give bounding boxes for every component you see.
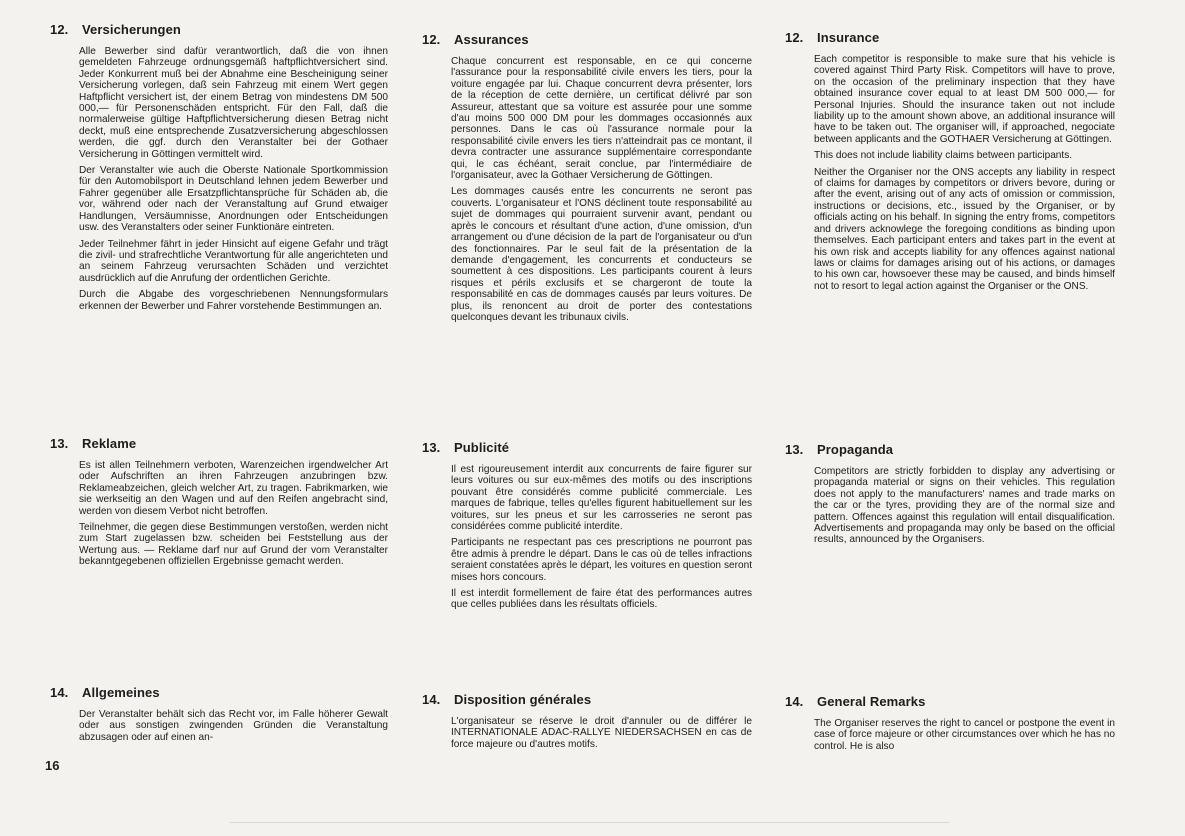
paragraph: Alle Bewerber sind dafür verantwortlich, daß die von ihnen gemeldeten Fahrzeuge ordnungsgemäß haftpflichtversichert sind. Jeder Konkurrent muß bei der Abnahme eine Bescheinigung seiner Versicherung vorlegen, daß sein Fahrzeug mit einem Wert gegen Haftpflicht versichert ist, der einem Betrag von mindestens DM 500 000,— für Personenschäden entspricht. Für den Fall, daß die normalerweise gültige Haftpflichtversicherung diesen Betrag nicht deckt, muß eine entsprechende Zusatzversicherung abgeschlossen werden, die ggf. durch den Veranstalter bei der Gothaer Versicherung in Göttingen vermittelt wird. [79, 46, 388, 160]
section-number: 14. [422, 692, 441, 707]
bottom-rule [230, 822, 950, 823]
section-title: Insurance [817, 30, 880, 45]
section-number: 14. [50, 685, 69, 700]
section-heading [50, 685, 388, 700]
section-heading [50, 22, 388, 37]
section-number: 13. [50, 436, 69, 451]
paragraph: Durch die Abgabe des vorgeschriebenen Nennungsformulars erkennen der Bewerber und Fahrer vorstehende Bestimmungen an. [79, 289, 388, 312]
paragraph: Der Veranstalter wie auch die Oberste Nationale Sportkommission für den Automobilsport in Deutschland lehnen jedem Bewerber und Fahrer gegenüber alle Ersatzpflichtansprüche für Schäden ab, die vor, während oder nach der Veranstaltung auf Grund etwaiger Handlungen, Versäumnisse, Anordnungen oder Entscheidungen usw. des Veranstalters oder seiner Funktionäre eintreten. [79, 165, 388, 234]
section-13-propaganda [785, 442, 1115, 551]
paragraph: Participants ne respectant pas ces prescriptions ne pourront pas être admis à prendre le départ. Dans le cas où de telles infractions seraient constatées après le départ, les voitures en question seront mises hors concours. [451, 537, 752, 583]
section-12-versicherungen [50, 22, 388, 317]
section-title: Disposition générales [454, 692, 592, 707]
section-number: 13. [422, 440, 441, 455]
paragraph: Competitors are strictly forbidden to display any advertising or propaganda material or signs on their vehicles. This regulation does not apply to the manufacturers' names and trade marks on the car or the tyres, providing they are of the normal size and pattern. Offences against this regulation will entail disqualification. Advertisements and propaganda may only be based on the official results, announced by the Organisers. [814, 466, 1115, 546]
paragraph: Teilnehmer, die gegen diese Bestimmungen verstoßen, werden nicht zum Start zugelassen bzw. scheiden bei Feststellung aus der Wertung aus. — Reklame darf nur auf Grund der vom Veranstalter bekanntgegebenen offiziellen Ergebnisse gemacht werden. [79, 522, 388, 568]
section-title: General Remarks [817, 694, 926, 709]
section-14-allgemeines [50, 685, 388, 748]
section-heading [50, 436, 388, 451]
paragraph: This does not include liability claims between participants. [814, 150, 1073, 162]
paragraph: Chaque concurrent est responsable, en ce qui concerne l'assurance pour la responsabilité civile envers les tiers, pour la voiture engagée par lui. Chaque concurrent devra présenter, lors de la réception de cette dernière, un certificat délivré par son Assureur, attestant que sa voiture est assurée pour une somme d'au moins 500 000 DM pour les dommages occasionnés aux personnes. Dans le cas où l'assurance normale pour la responsabilité civile envers les tiers n'atteindrait pas ce montant, il devra contracter une assurance supplémentaire correspondante qui, le cas échéant, serait conclue, par l'intermédiaire de l'organisateur, avec la Gothaer Versicherung de Göttingen. [451, 56, 752, 182]
paragraph: Il est rigoureusement interdit aux concurrents de faire figurer sur leurs voitures ou sur eux-mêmes des motifs ou des inscriptions pouvant être considérés comme publicité commerciale. Les marques de fabrique, telles qu'elles figurent habituellement sur les voitures, sur les pneus et sur les carrosseries ne seront pas considérées comme publicité interdite. [451, 464, 752, 533]
section-heading [422, 692, 752, 707]
section-heading [785, 442, 1115, 457]
paragraph: L'organisateur se réserve le droit d'annuler ou de différer le INTERNATIONALE ADAC-RALLYE NIEDERSACHSEN en cas de force majeure ou d'autres motifs. [451, 716, 752, 750]
section-heading [422, 32, 752, 47]
paragraph: Der Veranstalter behält sich das Recht vor, im Falle höherer Gewalt oder aus sonstigen zwingenden Gründen die Veranstaltung abzusagen oder auf einen an- [79, 709, 388, 743]
section-number: 14. [785, 694, 804, 709]
section-title: Assurances [454, 32, 529, 47]
section-heading [785, 30, 1115, 45]
paragraph: Es ist allen Teilnehmern verboten, Warenzeichen irgendwelcher Art oder Aufschriften an ihren Fahrzeugen anzubringen bzw. Reklameabzeichen, gleich welcher Art, zu tragen. Fabrikmarken, wie sie werkseitig an den Wagen und auf den Reifen angebracht sind, werden von diesem Verbot nicht betroffen. [79, 460, 388, 517]
paragraph: Neither the Organiser nor the ONS accepts any liability in respect of claims for damages by competitors or drivers bevore, during or after the event, arising out of any acts of omission or commission, instructions or decisions, etc., issued by the Organiser, or by officials acting on his behalf. In signing the entry froms, competitors and drivers acknowlege the foregoing conditions as binding upon themselves. Each participant enters and takes part in the event at his own risk and accepts liability for any offences against national laws or claims for damages arising out of his actions, or damages to his own car, howsoever these may be caused, and binds himself not to resort to legal action against the Organiser or the ONS. [814, 166, 1115, 292]
paragraph: Les dommages causés entre les concurrents ne seront pas couverts. L'organisateur et l'ONS déclinent toute responsabilité au sujet de dommages qui pourraient survenir avant, pendant ou après le concours et résultant d'une action, d'une omission, d'un arrangement ou d'une décision de la part de l'organisateur ou d'un des fonctionnaires. Par le seul fait de la présentation de la demande d'engagement, les concurrents et conducteurs se soumettent à ces dispositions. Les participants courent à leurs risques et périls exclusifs et se chargeront de toute la responsabilité en cas de dommages causés par leurs voitures. De plus, ils renoncent au droit de porter des contestations quelconques devant les tribunaux civils. [451, 186, 752, 323]
section-13-reklame [50, 436, 388, 573]
section-12-insurance [785, 30, 1115, 297]
section-number: 13. [785, 442, 804, 457]
section-number: 12. [785, 30, 804, 45]
paragraph: The Organiser reserves the right to cancel or postpone the event in case of force majeure or other circumstances over which he has no control. He is also [814, 718, 1115, 752]
section-title: Propaganda [817, 442, 894, 457]
section-number: 12. [422, 32, 441, 47]
section-title: Versicherungen [82, 22, 181, 37]
section-heading [422, 440, 752, 455]
section-number: 12. [50, 22, 69, 37]
page-number: 16 [45, 758, 60, 773]
section-title: Reklame [82, 436, 137, 451]
section-13-publicite [422, 440, 752, 616]
section-heading [785, 694, 1115, 709]
paragraph: Each competitor is responsible to make sure that his vehicle is covered against Third Party Risk. Competitors will have to prove, on the occasion of the preliminary inspection that they have obtained insurance cover equal to at least DM 500 000,— for Personal Injuries. Should the insurance taken out not include liability up to the amount shown above, an additional insurance will have to be taken out. The organiser will, if approached, negociate between applicants and the GOTHAER Versicherung at Göttingen. [814, 54, 1115, 145]
section-title: Publicité [454, 440, 510, 455]
paragraph: Il est interdit formellement de faire état des performances autres que celles publiées dans les résultats officiels. [451, 588, 752, 611]
section-title: Allgemeines [82, 685, 160, 700]
section-14-disposition-generales [422, 692, 752, 755]
paragraph: Jeder Teilnehmer fährt in jeder Hinsicht auf eigene Gefahr und trägt die zivil- und strafrechtliche Verantwortung für alle angerichteten und an seinem Fahrzeug verursachten Schäden und verzichtet ausdrücklich auf die Anrufung der ordentlichen Gerichte. [79, 238, 388, 284]
section-14-general-remarks [785, 694, 1115, 757]
section-12-assurances [422, 32, 752, 328]
